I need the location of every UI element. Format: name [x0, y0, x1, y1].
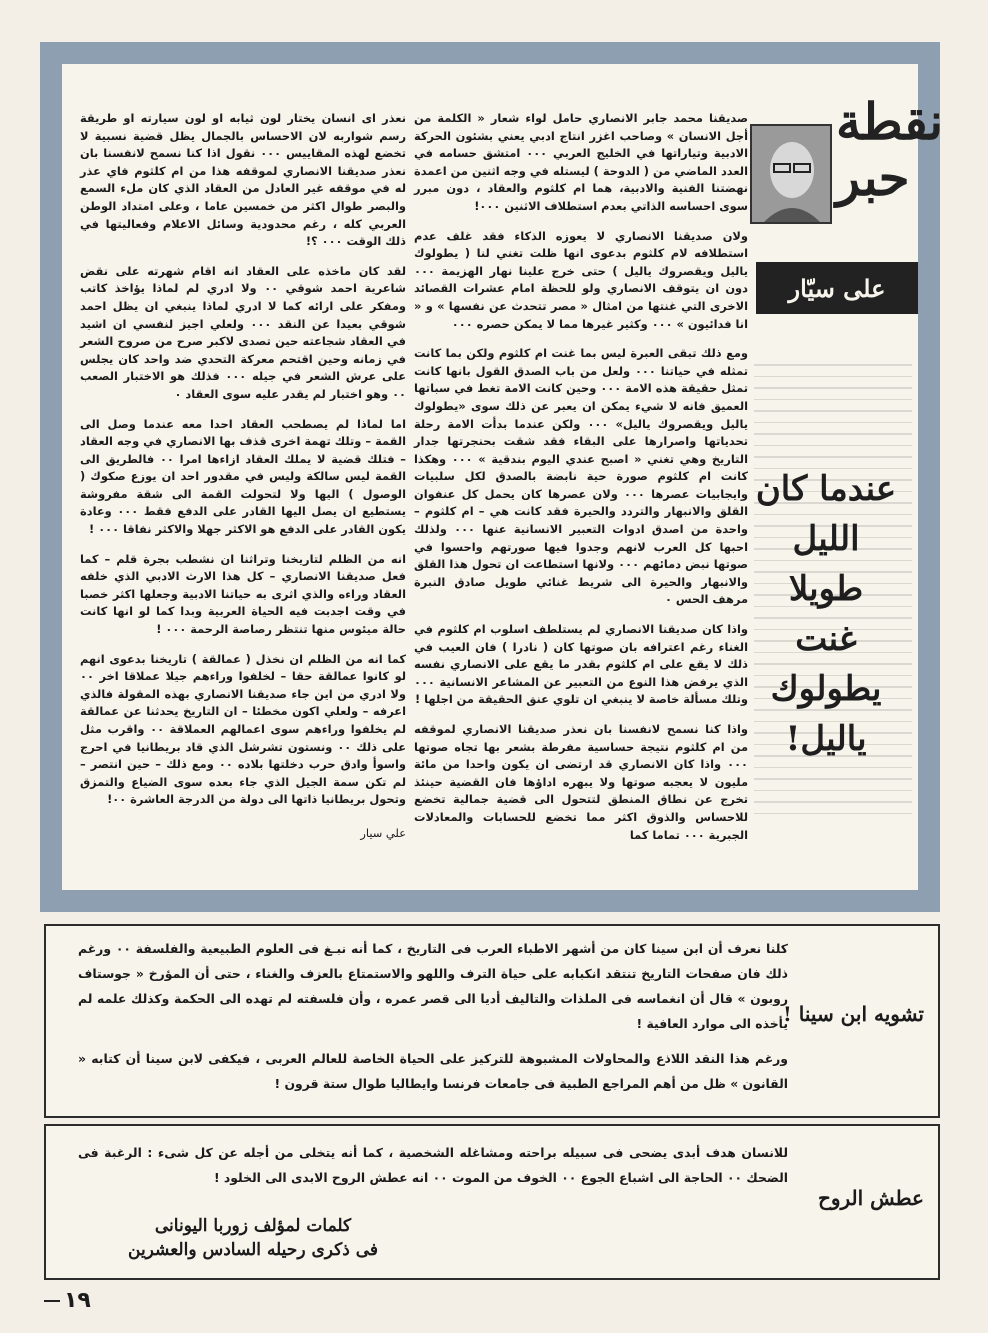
quote-source-line: كلمات لمؤلف زوربا اليونانى — [154, 1216, 352, 1236]
author-banner — [756, 262, 918, 314]
article-column-middle — [414, 110, 748, 856]
box-title: تشويه ابن سينا ! — [783, 1002, 924, 1026]
article-paragraph: نعذر اى انسان يختار لون ثيابه او لون سيارته او طريقة رسم شواربه لان الاحساس بالجمال يظل قضية نسبية لا تخضع لهذه المقاييس ٠٠٠ نقول اذا كنا نسمح لانفسنا بان نعذر صديقنا الانصاري لموقفه هذا من ام كلثوم فاي عذر له في موقفه غير العادل من العقاد الذي كان ملء السمع والبصر طوال اكثر من خمسين عاما ، وعلى امتداد الوطن العربي كله ، رغم محدودية وسائل الاعلام وفعاليتها في ذلك الوقت ٠٠٠ ؟! — [80, 111, 406, 249]
box-paragraph: ورغم هذا النقد اللاذع والمحاولات المشبوهة للتركيز على الحياة الخاصة للعالم العربى ، فيكفى لابن سينا أن كتابه « القانون » ظل من أهم المراجع الطبية فى جامعات فرنسا وايطاليا طوال ستة قرون ! — [78, 1051, 788, 1091]
feature-content — [62, 64, 944, 890]
quote-source-line: فى ذكرى رحيله السادس والعشرين — [128, 1240, 379, 1260]
article-paragraph: اما لماذا لم يصطحب العقاد احدا معه عندما وصل الى القمة – وتلك تهمة اخرى قذف بها الانصاري في وجه العقاد – فتلك قضية لا يملك العقاد ازاءها امرا ٠٠ فالطريق الى القمة ليس سالكة وليس في مقدور احد ان يوزع صكوك ( الوصول ) اليها ولا لتحولت القمة الى شقة مفروشة يستطيع ان يصل اليها القادر على الدفع فقط ٠٠٠ وعادة يكون القادر على الدفع هو الاكثر جهلا والاكثر نفاقا ٠٠٠ ! — [80, 416, 406, 537]
sidebar-box-soul-thirst — [44, 1124, 940, 1280]
article-paragraph: صديقنا محمد جابر الانصاري حامل لواء شعار « الكلمة من أجل الانسان » وصاحب اغزر انتاج ادبي يعني بشئون الحركة الادبية وتياراتها في الخليج العربي ٠٠٠ امتشق حسامه في العدد الماضي من ( الدوحة ) ليستله في وجه اثنين من اعمدة نهضتنا الفنية والادبية، هما ام كلثوم والعقاد ، دون مبرر سوى احساسه الذاتي بعدم استطلاف الاثنين ٠٠٠! — [414, 111, 749, 213]
headline — [746, 464, 906, 764]
headline-line: طويلا — [788, 569, 864, 609]
article-paragraph: واذا كان صديقنا الانصاري لم يستلطف اسلوب ام كلثوم في الغناء رغم اعترافه بان صوتها كان ( نادرا ) فان العيب في ذلك لا يقع على ام كلثوم بقدر ما يقع على الانصاري نفسه الذي يرفض هذا النوع من التعبير عن المشاعر الانسانية ٠٠٠ وتلك مسألة خاصة لا ينبغي ان تلوي عنق الحقيقة من اجلها ! — [414, 622, 748, 707]
article-paragraph: انه من الظلم لتاريخنا وتراثنا ان نشطب بجرة قلم – كما فعل صديقنا الانصاري – كل هذا الارث الادبي الذي خلفه العقاد وراءه والذي اثرى به حياتنا الادبية وجعلها اكثر خصبا في وقت اجدبت فيه الحياة العربية وبدا كما لو انها كانت حالة ميئوس منها تنتظر رصاصة الرحمة ٠٠٠ ! — [80, 551, 406, 637]
feature-frame — [40, 42, 944, 912]
box-body — [78, 1140, 788, 1200]
headline-line: الليل — [792, 519, 860, 559]
article-column-left — [80, 110, 406, 843]
article-signature: علي سيار — [360, 825, 406, 840]
box-paragraph: للانسان هدف أبدى يضحى فى سبيله براحته ومشاغله الشخصية ، كما أنه يتخلى من أجله عن كل شىء : الرغبة فى الضحك ٠٠ الحاجة الى اشباع الجوع ٠٠ الخوف من الموت ٠٠ انه عطش الروح الابدى الى الخلود ! — [78, 1145, 788, 1185]
headline-line: يطولوك — [770, 669, 882, 709]
column-name-line: حبر — [836, 148, 910, 207]
article-paragraph: كما انه من الظلم ان نخذل ( عمالقة ) تاريخنا بدعوى انهم لو كانوا عمالقة حقا – لخلفوا وراءهم جيلا عملاقا اخر ٠٠ ولا ادري من اين جاء صديقنا الانصاري بهذه المقولة فالذي اعرفه – ولعلي اكون مخطئا – ان التاريخ يحدثنا عن عمالقة لم يخلفوا وراءهم سوى اعمالهم العملاقة ٠٠ واقرب مثل على ذلك ٠٠ ونستون تشرشل الذي قاد بريطانيا في احرج واسوأ وادق حرب دخلتها بلاده ٠٠ ومع ذلك – حين انتصر – لم تكن سمة الجيل الذي جاء بعده سوى الضياع والتمزق وتحول بريطانيا ذاتها الى دولة من الدرجة العاشرة ٠٠! — [80, 651, 407, 807]
box-title: عطش الروح — [817, 1186, 924, 1210]
headline-line: عندما كان — [755, 469, 897, 509]
headline-line: غنت — [795, 619, 857, 659]
quote-source — [128, 1214, 378, 1262]
box-body — [78, 936, 788, 1106]
author-photo — [750, 124, 832, 224]
article-paragraph: لقد كان ماخذه على العقاد انه اقام شهرته على نقض شاعرية احمد شوقي ٠٠ ولا ادري لم لماذا يؤاخذ كاتب ومفكر على ارائه كما لا ادري لماذا ينبغي ان يظل احمد شوقي بعيدا عن النقد ٠٠٠ ولعلي اجيز لنفسي ان اشيد في العقاد شجاعته حين تصدى لاكبر صرح من صروح الشعر في زمانه وحين اقتحم معركة التحدي ضد واحد كان يجلس على عرش الشعر في جيله ٠٠٠ فذلك هو الاختبار الصعب ٠٠ وهو اختبار لم يقدر عليه سوى العقاد ٠ — [80, 263, 407, 401]
sidebar-box-ibn-sina — [44, 924, 940, 1118]
author-name: على سيّار — [788, 273, 886, 303]
article-paragraph: واذا كنا نسمح لانفسنا بان نعذر صديقنا الانصاري لموقفه من ام كلثوم نتيجة حساسية مفرطة بشعر بها تجاه صوتها ٠٠٠ واذا كان الانصاري قد ارتضى ان يكون واحدا من مائة مليون لا يعجبه صوتها ولا يبهره اداؤها فان القضية حينئذ تخرج عن نطاق المنطق لتتحول الى قضية جمالية تخضع للاحساس والذوق اكثر مما تخضع للحسابات والمعادلات الجبرية ٠٠٠ تماما كما — [414, 722, 748, 842]
page-number: ١٩ — [44, 1288, 91, 1313]
column-name-line: نقطة — [836, 92, 944, 151]
box-paragraph: كلنا نعرف أن ابن سينا كان من أشهر الاطباء العرب فى التاريخ ، كما أنه نبـغ فى العلوم الطبيعية والفلسفة ٠٠ ورغم ذلك فان صفحات التاريخ تنتقد انكبابه على حياة الترف واللهو والاستمتاع بالعزف والغناء ، حتى أن المؤرخ « جوستاف روبون » قال أن انغماسه فى الملذات والتاليف أديا الى قصر عمره ، وأن فلسفته لم تهده الى الحكمة وكذلك علمه لم يأخذه الى موارد العافية ! — [78, 941, 788, 1031]
portrait-icon — [752, 126, 830, 222]
article-paragraph: ولان صديقنا الانصاري لا يعوزه الذكاء فقد غلف عدم استطلافه لام كلثوم بدعوى انها ظلت تغني لنا ( يطولوك ياليل ويقصروك ياليل ) حتى خرج علينا نهار الهزيمة ٠٠٠ دون ان يتوقف الانصاري ولو للحظة امام عشرات القصائد الاخرى التي غنتها من امثال « مصر تتحدث عن نفسها » و « انا فدائيون » ٠٠٠ وكثير غيرها مما لا يمكن حصره ٠٠٠ — [414, 228, 748, 331]
article-paragraph: ومع ذلك تبقى العبرة ليس بما غنت ام كلثوم ولكن بما كانت تمثله في حياتنا ٠٠٠ ولعل من باب الصدق القول بانها كانت تمثل حقيقة هذه الامة ٠٠٠ وحين كانت الامة تغط في سباتها العميق فانه لا شيء يمكن ان يعبر عن ذلك سوى «يطولوك ياليل ويقصروك ياليل» ٠٠٠ ولكن عندما بدأت الامة رحلة تحدياتها واصرارها على البقاء فقد شقت بحنجرتها جدار التاريخ وهي تغني « اصبح عندي اليوم بندقية » ٠٠٠ وهكذا كانت ام كلثوم صورة حية نابضة بالصدق لكل سلبيات وايجابيات عصرها ٠٠٠ ولان عصرها كان يحمل كل عنفوان القلق والانبهار والتردد والحيرة فقد كانت هي – ام كلثوم – واحدة من اصدق ادوات التعبير الانسانية عنها ٠٠٠ ولذلك احبها كل العرب لانهم وجدوا فيها صورتهم واحسوا في صوتها نبض دمائهم ٠٠٠ ولانها استطاعت ان تحول هذا القلق والانبهار والحيرة الى شريط غنائي طويل صادق النبرة مرهف الحس ٠ — [414, 346, 748, 607]
headline-line: ياليل! — [785, 719, 867, 759]
